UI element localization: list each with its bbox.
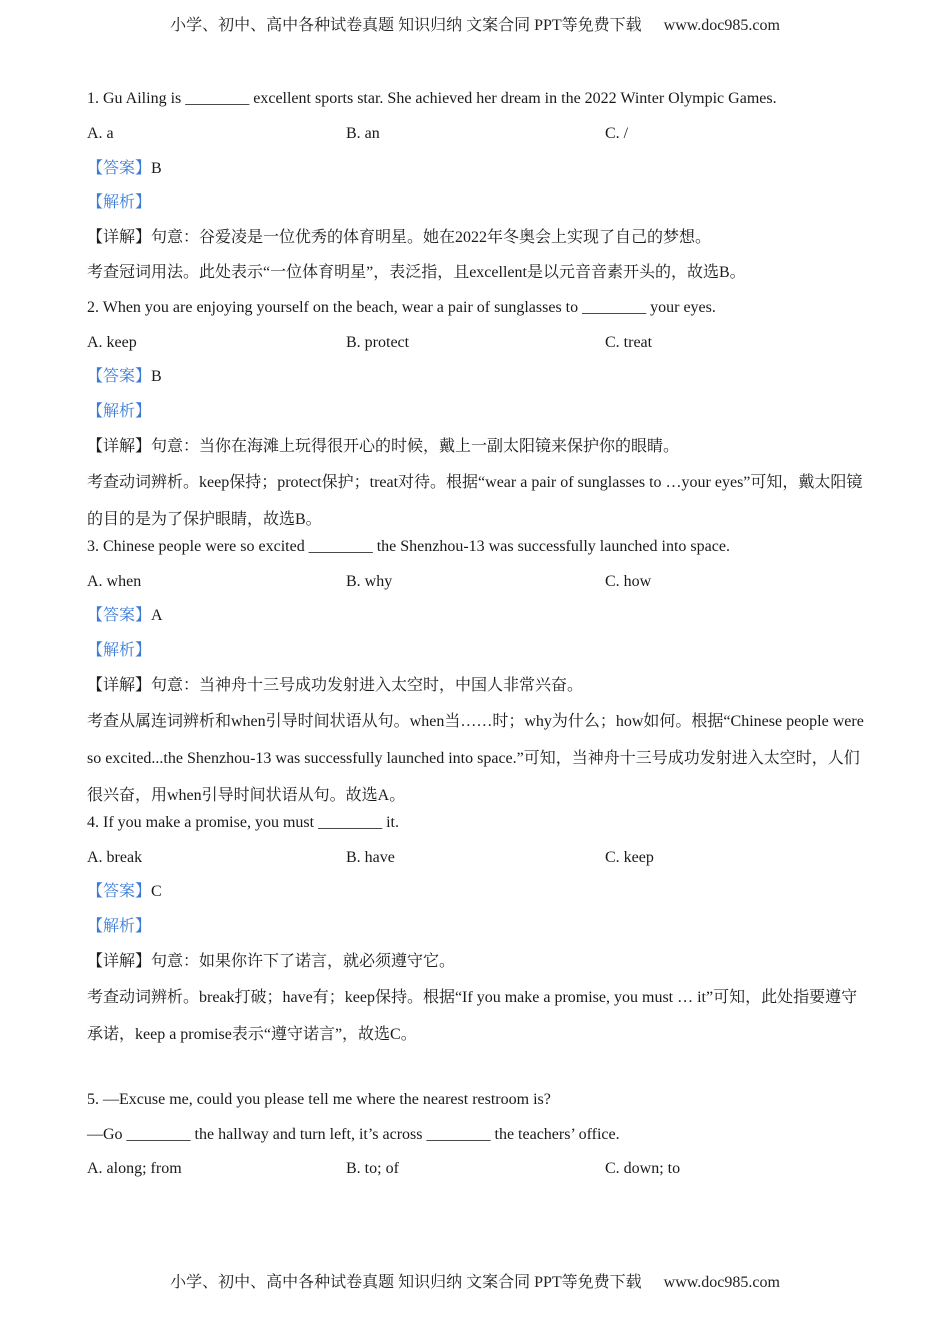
question-5-options [87, 1158, 867, 1193]
question-4-analysis [87, 916, 867, 951]
question-2-options [87, 332, 867, 367]
question-2-answer [87, 366, 867, 401]
question-2-analysis [87, 401, 867, 436]
answer-value: B [151, 368, 162, 386]
option-a: A. when [87, 572, 142, 590]
detail-meaning: 句意：如果你许下了诺言，就必须遵守它。 [151, 952, 456, 970]
analysis-label: 【解析】 [87, 194, 152, 212]
detail-meaning: 句意：当神舟十三号成功发射进入太空时，中国人非常兴奋。 [151, 676, 584, 694]
option-c: C. treat [605, 333, 653, 351]
document-body [87, 88, 867, 1193]
question-1-answer [87, 158, 867, 193]
answer-label: 【答案】 [87, 368, 152, 386]
option-b: B. have [346, 848, 395, 866]
question-3-stem: 3. Chinese people were so excited ________ the Shenzhou-13 was successfully launched into space. [87, 537, 730, 555]
question-5-line-2: —Go ________ the hallway and turn left, it’s across ________ the teachers’ office. [87, 1125, 620, 1143]
answer-value: C [151, 883, 162, 901]
answer-value: A [151, 607, 163, 625]
answer-label: 【答案】 [87, 607, 152, 625]
question-1-analysis [87, 192, 867, 227]
header-text: 小学、初中、高中各种试卷真题 知识归纳 文案合同 PPT等免费下载 [170, 17, 642, 34]
question-3-answer [87, 605, 867, 640]
question-2-stem: 2. When you are enjoying yourself on the beach, wear a pair of sunglasses to ________ your eyes. [87, 298, 716, 316]
option-b: B. why [346, 572, 393, 590]
option-a: A. keep [87, 333, 137, 351]
option-b: B. protect [346, 333, 410, 351]
question-4-explanation: 考查动词辨析。break打破；have有；keep保持。根据“If you make a promise, you must … it”可知，此处指要遵守承诺，keep a promise表示“遵守诺言”，故选C。 [87, 988, 858, 1043]
option-a: A. a [87, 124, 114, 142]
footer-site[interactable]: www.doc985.com [663, 1274, 780, 1291]
detail-label: 【详解】 [87, 952, 152, 970]
answer-value: B [151, 159, 162, 177]
detail-meaning: 句意：谷爱凌是一位优秀的体育明星。她在2022年冬奥会上实现了自己的梦想。 [151, 229, 712, 247]
question-3-explanation: 考查从属连词辨析和when引导时间状语从句。when当……时；why为什么；how如何。根据“Chinese people were so excited...the Shenzhou-13 was successfully launched into space.”可知，当神舟十三号成功发射进入太空时，人们很兴奋，用when引导时间状语从句。故选A。 [87, 712, 864, 804]
question-4-options [87, 847, 867, 882]
analysis-label: 【解析】 [87, 403, 152, 421]
question-3-analysis [87, 640, 867, 675]
option-c: C. keep [605, 848, 654, 866]
question-1-options [87, 123, 867, 158]
detail-label: 【详解】 [87, 229, 152, 247]
option-a: A. break [87, 848, 143, 866]
question-1-detail [87, 227, 867, 262]
option-c: C. down; to [605, 1160, 681, 1178]
question-2-explanation: 考查动词辨析。keep保持；protect保护；treat对待。根据“wear a pair of sunglasses to …your eyes”可知，戴太阳镜的目的是为了保护眼睛，故选B。 [87, 473, 863, 528]
page-header [0, 12, 950, 35]
detail-label: 【详解】 [87, 676, 152, 694]
question-1-explanation: 考查冠词用法。此处表示“一位体育明星”，表泛指，且excellent是以元音音素开头的，故选B。 [87, 263, 746, 281]
option-c: C. how [605, 572, 652, 590]
question-4-answer [87, 881, 867, 916]
analysis-label: 【解析】 [87, 642, 152, 660]
detail-meaning: 句意：当你在海滩上玩得很开心的时候，戴上一副太阳镜来保护你的眼睛。 [151, 437, 680, 455]
question-3-options [87, 571, 867, 606]
answer-label: 【答案】 [87, 883, 152, 901]
detail-label: 【详解】 [87, 437, 152, 455]
analysis-label: 【解析】 [87, 918, 152, 936]
answer-label: 【答案】 [87, 159, 152, 177]
option-c: C. / [605, 124, 629, 142]
option-b: B. to; of [346, 1160, 399, 1178]
option-a: A. along; from [87, 1160, 182, 1178]
spacer [87, 1051, 867, 1089]
question-4-stem: 4. If you make a promise, you must ________ it. [87, 813, 399, 831]
footer-text: 小学、初中、高中各种试卷真题 知识归纳 文案合同 PPT等免费下载 [170, 1274, 642, 1291]
option-b: B. an [346, 124, 380, 142]
header-site[interactable]: www.doc985.com [663, 17, 780, 34]
question-5-line-1: 5. —Excuse me, could you please tell me where the nearest restroom is? [87, 1090, 551, 1108]
question-1-stem: 1. Gu Ailing is ________ excellent sports star. She achieved her dream in the 2022 Winter Olympic Games. [87, 90, 777, 107]
page-footer [0, 1269, 950, 1292]
